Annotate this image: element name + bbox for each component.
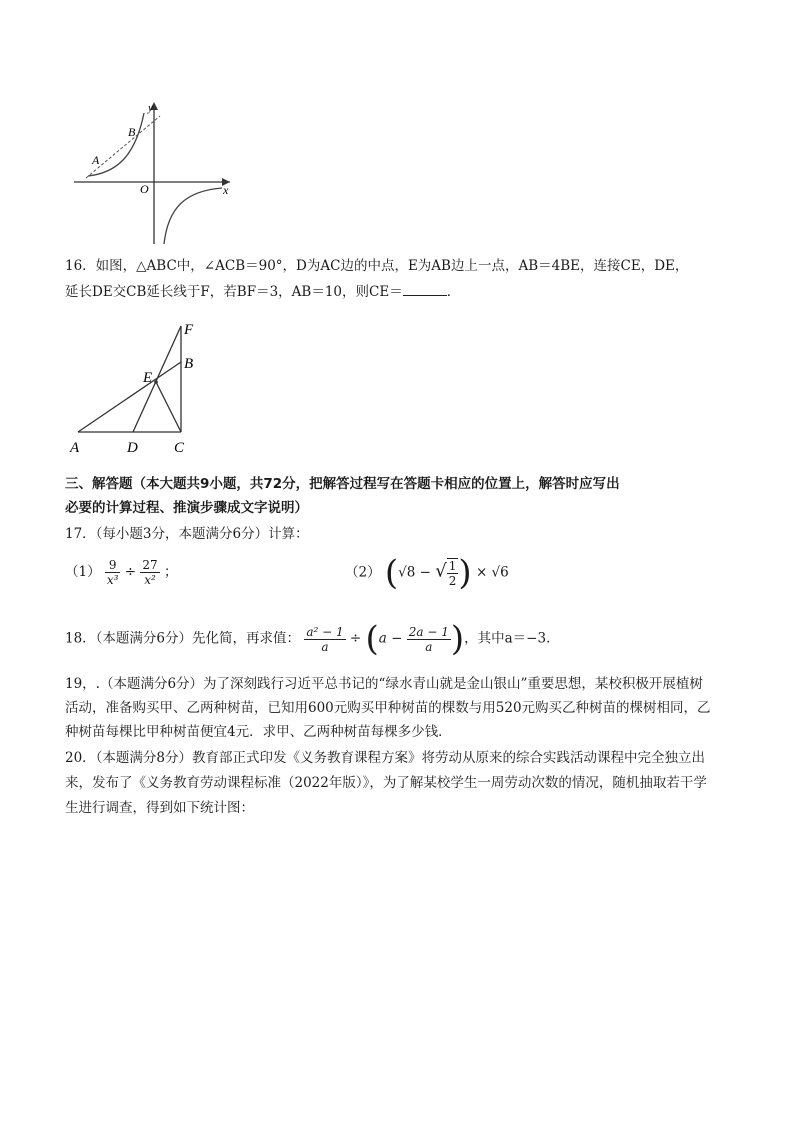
fraction-2a-minus-1-over-a (407, 625, 451, 654)
question-18-tail: ，其中a＝−3． (464, 630, 560, 647)
label-c: C (174, 440, 185, 456)
left-paren: ( (365, 619, 379, 659)
label-b: B (184, 356, 194, 372)
fraction-numerator: 27 (142, 558, 158, 572)
part-1-end: ； (163, 564, 178, 580)
right-paren: ) (450, 619, 465, 659)
section-3-heading-line-2: 必要的计算过程、推演步骤成文字说明） (65, 500, 308, 516)
question-16-line-1: 16．如图，△ABC中，∠ACB＝90°，D为AC边的中点，E为AB边上一点，AB＝4BE，连接CE，DE， (65, 258, 689, 274)
fraction-denominator: a (304, 639, 345, 654)
sqrt-8-term: √8 − (398, 564, 436, 581)
segment-ec (156, 382, 181, 432)
fraction-a2-minus-1-over-a (304, 625, 345, 654)
question-16-line-2-end: ． (446, 284, 461, 300)
label-a: A (70, 440, 80, 456)
triangle-figure (68, 318, 208, 458)
question-20-line-2: 来，发布了《义务教育劳动课程标准（2022年版）》，为了解某校学生一周劳动次数的情况，随机抽取若干学 (65, 775, 707, 791)
question-17-part-1 (65, 558, 177, 587)
right-paren: ) (458, 553, 472, 593)
label-e: E (143, 370, 153, 386)
fraction-numerator: 1 (448, 559, 457, 573)
fraction-denominator: x² (140, 572, 159, 587)
fraction-27-over-x2 (140, 558, 159, 587)
question-18-intro: 18．（本题满分6分）先化简，再求值： (65, 630, 301, 647)
fraction-numerator: 9 (108, 558, 117, 572)
hyperbola-lower-branch (164, 188, 222, 244)
part-2-label: （2） (345, 564, 381, 581)
label-x: x (223, 183, 229, 197)
divide-sign: ÷ (124, 564, 137, 580)
label-point-b: B (128, 125, 136, 139)
question-19-line-2: 活动，准备购买甲、乙两种树苗，已知用600元购买甲种树苗的棵数与用520元购买乙种树苗的棵树相同，乙 (65, 700, 711, 716)
question-20-line-1: 20．（本题满分8分）教育部正式印发《义务教育课程方案》将劳动从原来的综合实践活动课程中完全独立出 (65, 750, 706, 766)
question-19-line-1: 19，.（本题满分6分）为了深刻践行习近平总书记的“绿水青山就是金山银山”重要思想，某校积极开展植树 (65, 676, 703, 692)
fraction-numerator: 2a − 1 (408, 624, 449, 639)
left-paren: ( (384, 553, 399, 593)
question-17-intro: 17．（每小题3分，本题满分6分）计算： (65, 526, 309, 542)
label-d: D (127, 440, 138, 456)
times-sqrt-6: × √6 (475, 564, 509, 581)
divide-sign: ÷ (349, 630, 362, 647)
question-20-line-3: 生进行调查，得到如下统计图： (65, 800, 254, 816)
fraction-1-over-2 (447, 558, 459, 588)
question-19-line-3: 种树苗每棵比甲种树苗便宜4元．求甲、乙两种树苗每棵多少钱． (65, 724, 452, 740)
question-17-part-2 (345, 553, 509, 593)
section-3-heading-line-1: 三、解答题（本大题共9小题，共72分，把解答过程写在答题卡相应的位置上，解答时应写出 (65, 476, 620, 492)
answer-blank (403, 281, 447, 296)
label-f: F (184, 322, 194, 338)
segment-df (133, 326, 181, 432)
label-point-a: A (92, 153, 100, 167)
line-ab (86, 116, 160, 178)
question-16-line-2-text: 延长DE交CB延长线于F，若BF＝3，AB＝10，则CE＝ (65, 284, 403, 300)
inner-a-minus: a − (378, 630, 403, 647)
fraction-denominator: a (407, 639, 451, 654)
label-origin: O (140, 182, 149, 196)
fraction-numerator: a² − 1 (306, 624, 344, 639)
hyperbola-graph-figure (70, 98, 240, 248)
question-16-line-2 (65, 280, 460, 304)
label-y: y (148, 102, 153, 114)
fraction-9-over-x3 (105, 558, 121, 587)
part-1-label: （1） (65, 564, 101, 580)
question-18 (65, 619, 560, 659)
segment-ab (78, 362, 181, 432)
fraction-denominator: 2 (448, 574, 457, 588)
fraction-denominator: x³ (106, 573, 119, 587)
point-e (154, 380, 158, 384)
sqrt-sign: √ (435, 560, 447, 582)
